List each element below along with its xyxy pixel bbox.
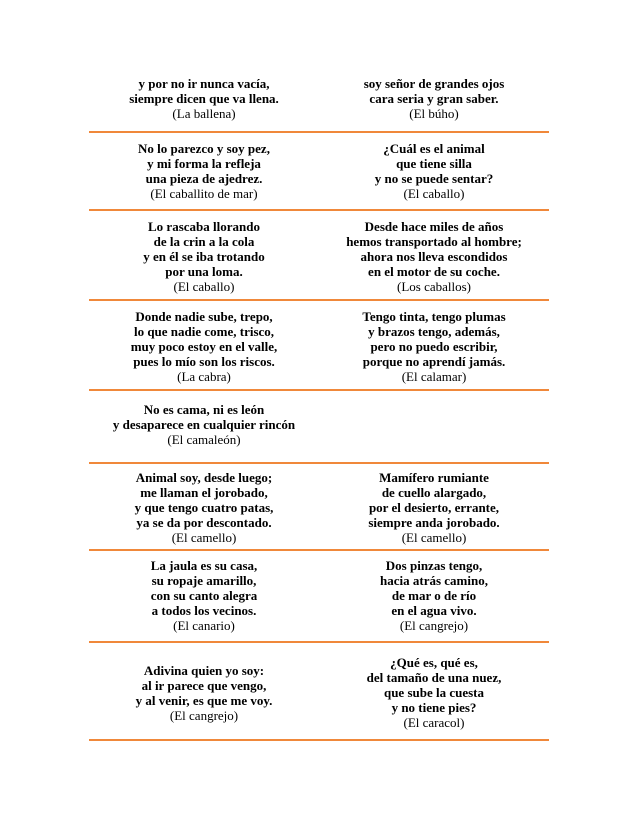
riddle-line: que tiene silla: [396, 156, 472, 171]
riddle-line: Donde nadie sube, trepo,: [135, 309, 273, 324]
riddle-answer: (El caracol): [403, 715, 465, 730]
riddle-line: Animal soy, desde luego;: [135, 470, 273, 485]
riddle-line: Desde hace miles de años: [364, 219, 504, 234]
riddle-line: pero no puedo escribir,: [370, 339, 498, 354]
riddle-answer: (El calamar): [401, 369, 467, 384]
riddle-line: muy poco estoy en el valle,: [130, 339, 278, 354]
riddle-left: [89, 309, 319, 384]
riddle-left: [89, 219, 319, 294]
row-divider: [89, 131, 549, 133]
riddle-left: [89, 402, 319, 447]
riddle-line: Lo rascaba llorando: [148, 219, 260, 234]
row-divider: [89, 462, 549, 464]
riddle-answer: (El camaleón): [167, 432, 241, 447]
riddle-line: pues lo mío son los riscos.: [133, 354, 275, 369]
riddle-left: [89, 663, 319, 723]
riddle-line: con su canto alegra: [150, 588, 258, 603]
riddle-right: [319, 76, 549, 121]
riddle-line: en el agua vivo.: [391, 603, 477, 618]
riddle-right: [319, 141, 549, 201]
riddle-line: hemos transportado al hombre;: [346, 234, 522, 249]
riddle-right: [319, 470, 549, 545]
riddle-line: por el desierto, errante,: [368, 500, 500, 515]
riddle-line: y al venir, es que me voy.: [135, 693, 273, 708]
riddle-answer: (El búho): [409, 106, 459, 121]
riddle-line: y que tengo cuatro patas,: [134, 500, 274, 515]
riddle-line: una pieza de ajedrez.: [145, 171, 263, 186]
riddle-line: soy señor de grandes ojos: [363, 76, 505, 91]
riddle-line: su ropaje amarillo,: [151, 573, 257, 588]
riddle-right: [319, 558, 549, 633]
riddle-line: de la crin a la cola: [153, 234, 255, 249]
riddle-line: ya se da por descontado.: [136, 515, 272, 530]
riddle-line: me llaman el jorobado,: [140, 485, 268, 500]
riddle-line: cara seria y gran saber.: [369, 91, 499, 106]
riddle-left: [89, 558, 319, 633]
riddle-line: ahora nos lleva escondidos: [360, 249, 508, 264]
riddle-line: No es cama, ni es león: [143, 402, 265, 417]
riddle-line: Dos pinzas tengo,: [385, 558, 483, 573]
riddle-line: lo que nadie come, trisco,: [133, 324, 275, 339]
riddle-answer: (El cangrejo): [399, 618, 469, 633]
riddle-line: ¿Cuál es el animal: [383, 141, 485, 156]
riddle-line: y por no ir nunca vacía,: [138, 76, 270, 91]
riddle-line: porque no aprendí jamás.: [362, 354, 506, 369]
row-divider: [89, 299, 549, 301]
riddle-left: [89, 76, 319, 121]
riddle-line: y no tiene pies?: [391, 700, 477, 715]
riddle-line: Adivina quien yo soy:: [143, 663, 265, 678]
riddle-line: por una loma.: [165, 264, 243, 279]
riddle-line: hacia atrás camino,: [380, 573, 488, 588]
riddle-answer: (El camello): [171, 530, 237, 545]
row-divider: [89, 389, 549, 391]
row-divider: [89, 209, 549, 211]
riddle-line: en el motor de su coche.: [368, 264, 500, 279]
riddle-line: La jaula es su casa,: [150, 558, 258, 573]
riddle-line: y desaparece en cualquier rincón: [112, 417, 296, 432]
riddle-answer: (La ballena): [172, 106, 236, 121]
riddle-right: [319, 309, 549, 384]
riddle-answer: (El caballo): [403, 186, 465, 201]
riddle-line: Tengo tinta, tengo plumas: [362, 309, 506, 324]
riddle-line: ¿Qué es, qué es,: [390, 655, 478, 670]
riddle-line: y no se puede sentar?: [374, 171, 494, 186]
row-divider: [89, 549, 549, 551]
riddle-line: y brazos tengo, además,: [368, 324, 500, 339]
riddle-line: a todos los vecinos.: [151, 603, 257, 618]
riddle-line: No lo parezco y soy pez,: [138, 141, 270, 156]
riddle-answer: (El canario): [173, 618, 235, 633]
row-divider: [89, 641, 549, 643]
riddle-line: de cuello alargado,: [381, 485, 487, 500]
riddle-line: y mi forma la refleja: [147, 156, 261, 171]
riddle-line: de mar o de río: [391, 588, 477, 603]
riddle-answer: (El caballito de mar): [150, 186, 258, 201]
riddle-right: [319, 219, 549, 294]
riddle-left: [89, 470, 319, 545]
riddle-line: siempre anda jorobado.: [368, 515, 500, 530]
riddle-answer: (El caballo): [173, 279, 235, 294]
riddle-right: [319, 655, 549, 730]
riddle-line: del tamaño de una nuez,: [366, 670, 502, 685]
riddle-answer: (La cabra): [177, 369, 231, 384]
riddle-line: y en él se iba trotando: [143, 249, 265, 264]
row-divider: [89, 739, 549, 741]
riddle-answer: (El cangrejo): [169, 708, 239, 723]
riddle-answer: (Los caballos): [396, 279, 471, 294]
riddle-answer: (El camello): [401, 530, 467, 545]
riddle-left: [89, 141, 319, 201]
riddle-line: Mamífero rumiante: [379, 470, 489, 485]
riddle-line: al ir parece que vengo,: [141, 678, 267, 693]
riddle-line: que sube la cuesta: [383, 685, 485, 700]
riddle-line: siempre dicen que va llena.: [129, 91, 279, 106]
